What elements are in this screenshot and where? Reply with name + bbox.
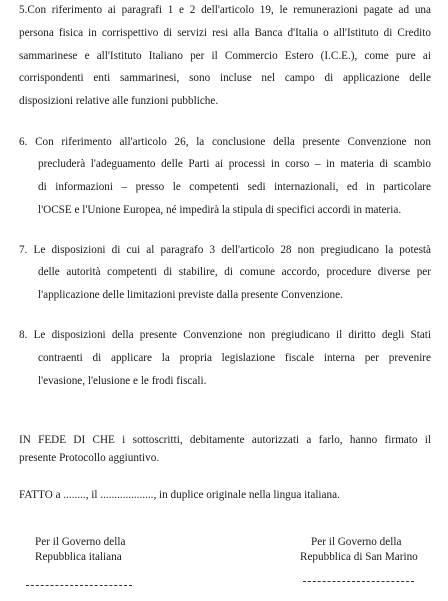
signature-label: Per il Governo della xyxy=(35,536,126,548)
paragraph-line: di informazioni – presso le competenti sedi internazionali, ed in particolare xyxy=(38,181,431,193)
paragraph-line: contraenti di applicare la propria legislazione fiscale interna per prevenire xyxy=(38,352,431,364)
paragraph-line: 5.Con riferimento ai paragrafi 1 e 2 dell'articolo 19, le remunerazioni pagate ad una xyxy=(19,4,431,16)
paragraph-line: 6. Con riferimento all'articolo 26, la conclusione della presente Convenzione non xyxy=(19,136,431,148)
paragraph-line: l'applicazione delle limitazioni previste dalla presente Convenzione. xyxy=(38,289,343,301)
paragraph-line: corrispondenti enti sammarinesi, sono incluse nel campo di applicazione delle xyxy=(19,72,431,84)
paragraph-line: 8. Le disposizioni della presente Convenzione non pregiudicano il diritto degli Stati xyxy=(19,329,431,341)
signature-line xyxy=(303,581,414,582)
paragraph-line: persona fisica in corrispettivo di servizi resi alla Banca d'Italia o all'Istituto di Credito xyxy=(19,27,431,39)
paragraph-line: delle autorità competenti di stabilire, di comune accordo, procedure diverse per xyxy=(38,266,431,278)
fatto-line: FATTO a ........, il ..................., in duplice originale nella lingua italiana. xyxy=(19,489,340,501)
signature-label: Repubblica italiana xyxy=(35,551,122,563)
paragraph-line: l'evasione, l'elusione e le frodi fiscali. xyxy=(38,375,207,387)
signature-line xyxy=(26,585,132,586)
signature-label: Repubblica di San Marino xyxy=(300,551,418,563)
paragraph-line: 7. Le disposizioni di cui al paragrafo 3 dell'articolo 28 non pregiudicano la potestà xyxy=(19,244,431,256)
paragraph-line: l'OCSE e l'Unione Europea, né impedirà la stipula di specifici accordi in materia. xyxy=(38,204,402,216)
paragraph-line: presente Protocollo aggiuntivo. xyxy=(19,452,160,464)
signature-label: Per il Governo della xyxy=(311,536,402,548)
paragraph-line: disposizioni relative alle funzioni pubbliche. xyxy=(19,95,219,107)
paragraph-line: precluderà l'adeguamento delle Parti ai processi in corso – in materia di scambio xyxy=(38,158,431,170)
paragraph-line: IN FEDE DI CHE i sottoscritti, debitamente autorizzati a farlo, hanno firmato il xyxy=(19,434,431,446)
paragraph-line: sammarinese e all'Istituto Italiano per il Commercio Estero (I.C.E.), come pure ai xyxy=(19,50,431,62)
